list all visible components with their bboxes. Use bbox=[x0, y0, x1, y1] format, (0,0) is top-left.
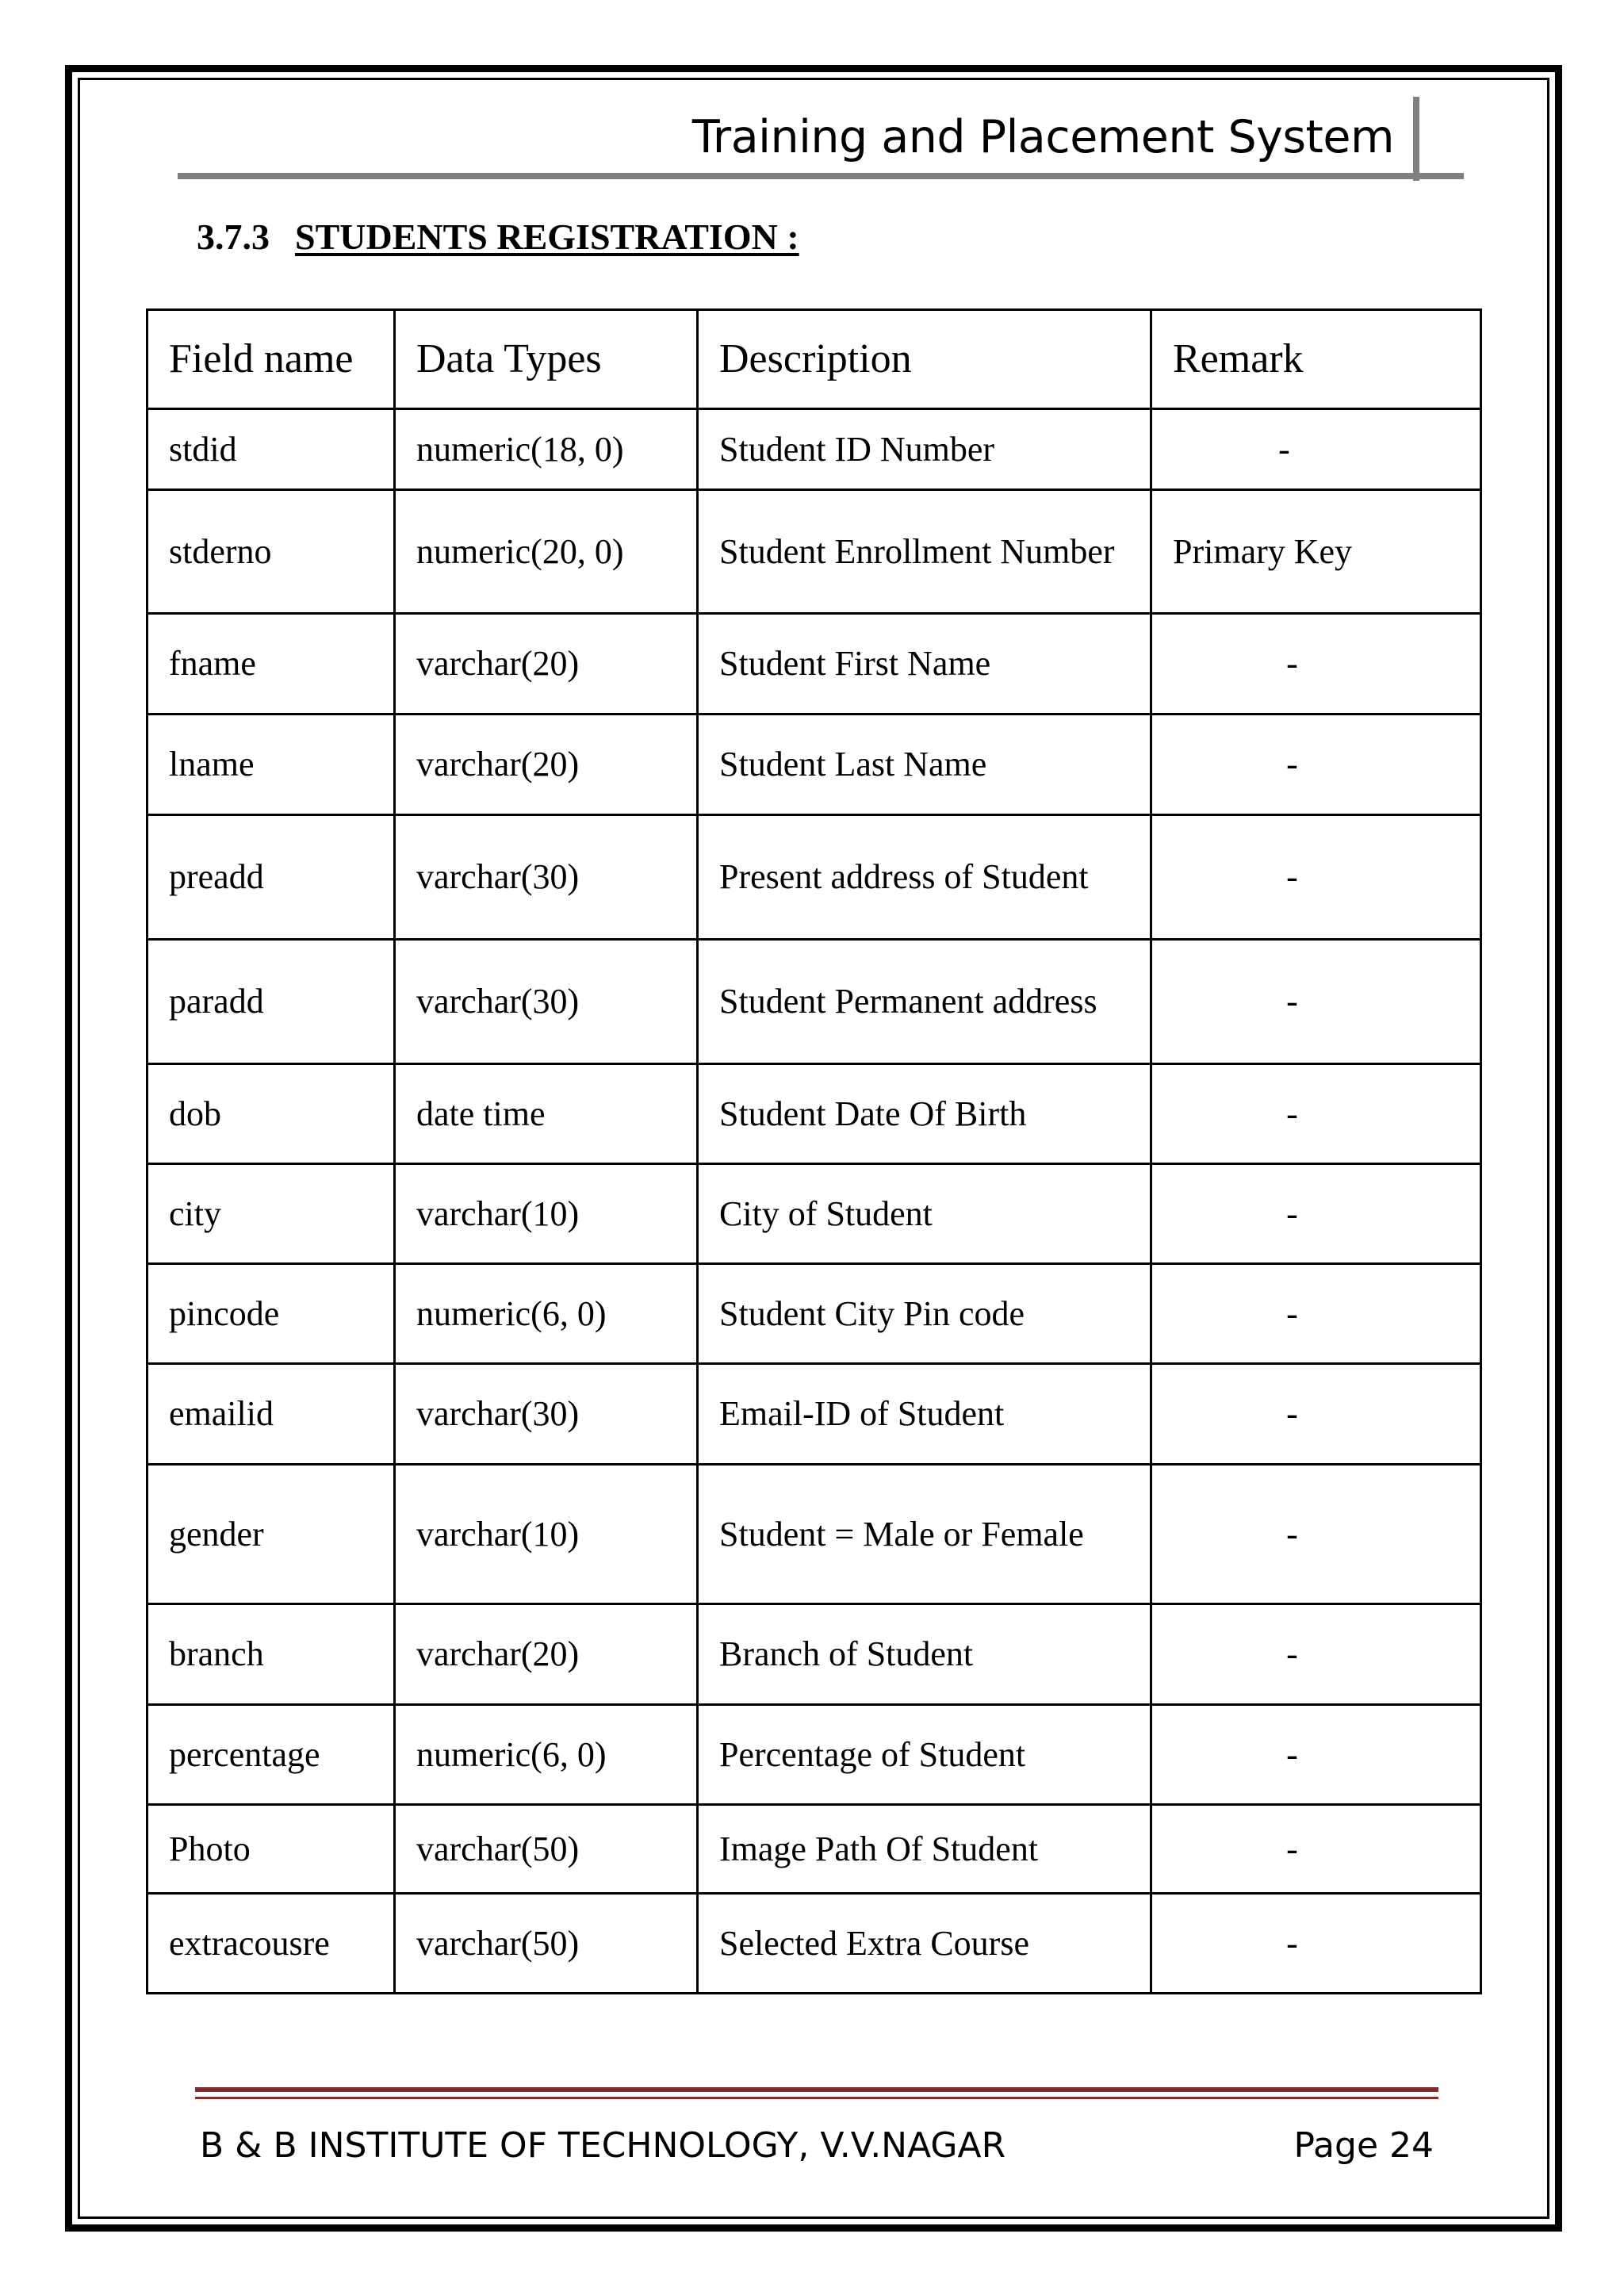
header-vertical-rule bbox=[1413, 97, 1419, 181]
cell-remark: - bbox=[1151, 1465, 1481, 1604]
cell-remark: - bbox=[1151, 815, 1481, 940]
column-header-data-types: Data Types bbox=[395, 310, 698, 409]
cell-data-type: varchar(30) bbox=[395, 1364, 698, 1465]
cell-field-name: percentage bbox=[147, 1705, 395, 1805]
cell-data-type: varchar(50) bbox=[395, 1894, 698, 1994]
cell-data-type: numeric(6, 0) bbox=[395, 1705, 698, 1805]
cell-field-name: city bbox=[147, 1164, 395, 1264]
cell-description: Student First Name bbox=[698, 614, 1151, 715]
cell-remark: - bbox=[1151, 1264, 1481, 1364]
table-row bbox=[147, 1604, 1481, 1705]
cell-data-type: numeric(18, 0) bbox=[395, 409, 698, 490]
table-row bbox=[147, 409, 1481, 490]
cell-data-type: varchar(10) bbox=[395, 1465, 698, 1604]
students-registration-table bbox=[146, 308, 1482, 1994]
table-row bbox=[147, 1705, 1481, 1805]
cell-data-type: varchar(20) bbox=[395, 614, 698, 715]
cell-field-name: fname bbox=[147, 614, 395, 715]
cell-field-name: lname bbox=[147, 715, 395, 815]
cell-field-name: branch bbox=[147, 1604, 395, 1705]
cell-data-type: varchar(50) bbox=[395, 1805, 698, 1894]
table-row bbox=[147, 490, 1481, 614]
section-number: 3.7.3 bbox=[197, 216, 270, 257]
cell-remark: - bbox=[1151, 1894, 1481, 1994]
table-row bbox=[147, 1894, 1481, 1994]
cell-remark: Primary Key bbox=[1151, 490, 1481, 614]
table-header-row bbox=[147, 310, 1481, 409]
cell-description: Student City Pin code bbox=[698, 1264, 1151, 1364]
cell-remark: - bbox=[1151, 715, 1481, 815]
cell-remark: - bbox=[1151, 1064, 1481, 1164]
cell-field-name: dob bbox=[147, 1064, 395, 1164]
cell-data-type: date time bbox=[395, 1064, 698, 1164]
column-header-field-name: Field name bbox=[147, 310, 395, 409]
cell-description: Percentage of Student bbox=[698, 1705, 1151, 1805]
cell-remark: - bbox=[1151, 1805, 1481, 1894]
cell-field-name: pincode bbox=[147, 1264, 395, 1364]
cell-data-type: varchar(30) bbox=[395, 815, 698, 940]
cell-description: Image Path Of Student bbox=[698, 1805, 1151, 1894]
column-header-description: Description bbox=[698, 310, 1151, 409]
cell-data-type: numeric(20, 0) bbox=[395, 490, 698, 614]
table-row bbox=[147, 1164, 1481, 1264]
column-header-remark: Remark bbox=[1151, 310, 1481, 409]
table-row bbox=[147, 614, 1481, 715]
cell-remark: - bbox=[1151, 614, 1481, 715]
cell-remark: - bbox=[1151, 1164, 1481, 1264]
cell-description: Selected Extra Course bbox=[698, 1894, 1151, 1994]
cell-description: Student Date Of Birth bbox=[698, 1064, 1151, 1164]
cell-field-name: preadd bbox=[147, 815, 395, 940]
cell-description: Student Last Name bbox=[698, 715, 1151, 815]
table-row bbox=[147, 1364, 1481, 1465]
cell-description: Email-ID of Student bbox=[698, 1364, 1151, 1465]
cell-remark: - bbox=[1151, 409, 1481, 490]
cell-data-type: varchar(30) bbox=[395, 940, 698, 1064]
section-title: STUDENTS REGISTRATION : bbox=[295, 216, 799, 257]
table-row bbox=[147, 1805, 1481, 1894]
cell-description: Branch of Student bbox=[698, 1604, 1151, 1705]
table-row bbox=[147, 1264, 1481, 1364]
cell-data-type: varchar(10) bbox=[395, 1164, 698, 1264]
cell-field-name: paradd bbox=[147, 940, 395, 1064]
cell-description: City of Student bbox=[698, 1164, 1151, 1264]
cell-field-name: gender bbox=[147, 1465, 395, 1604]
document-header-title: Training and Placement System bbox=[691, 111, 1394, 163]
footer-rule-thin bbox=[195, 2097, 1438, 2099]
cell-field-name: extracousre bbox=[147, 1894, 395, 1994]
cell-remark: - bbox=[1151, 940, 1481, 1064]
cell-remark: - bbox=[1151, 1604, 1481, 1705]
footer-rule-thick bbox=[195, 2087, 1438, 2092]
cell-remark: - bbox=[1151, 1705, 1481, 1805]
cell-data-type: varchar(20) bbox=[395, 715, 698, 815]
table-row bbox=[147, 815, 1481, 940]
cell-description: Student ID Number bbox=[698, 409, 1151, 490]
footer-page-number: Page 24 bbox=[1293, 2125, 1434, 2166]
table-row bbox=[147, 940, 1481, 1064]
cell-data-type: numeric(6, 0) bbox=[395, 1264, 698, 1364]
table-row bbox=[147, 715, 1481, 815]
cell-data-type: varchar(20) bbox=[395, 1604, 698, 1705]
cell-description: Student Permanent address bbox=[698, 940, 1151, 1064]
cell-field-name: stdid bbox=[147, 409, 395, 490]
cell-description: Student Enrollment Number bbox=[698, 490, 1151, 614]
table-row bbox=[147, 1064, 1481, 1164]
footer-institute-name: B & B INSTITUTE OF TECHNOLOGY, V.V.NAGAR bbox=[200, 2125, 1006, 2166]
cell-field-name: Photo bbox=[147, 1805, 395, 1894]
cell-description: Present address of Student bbox=[698, 815, 1151, 940]
cell-remark: - bbox=[1151, 1364, 1481, 1465]
cell-field-name: emailid bbox=[147, 1364, 395, 1465]
table-row bbox=[147, 1465, 1481, 1604]
cell-field-name: stderno bbox=[147, 490, 395, 614]
cell-description: Student = Male or Female bbox=[698, 1465, 1151, 1604]
section-heading bbox=[197, 216, 799, 258]
header-rule bbox=[178, 173, 1464, 179]
